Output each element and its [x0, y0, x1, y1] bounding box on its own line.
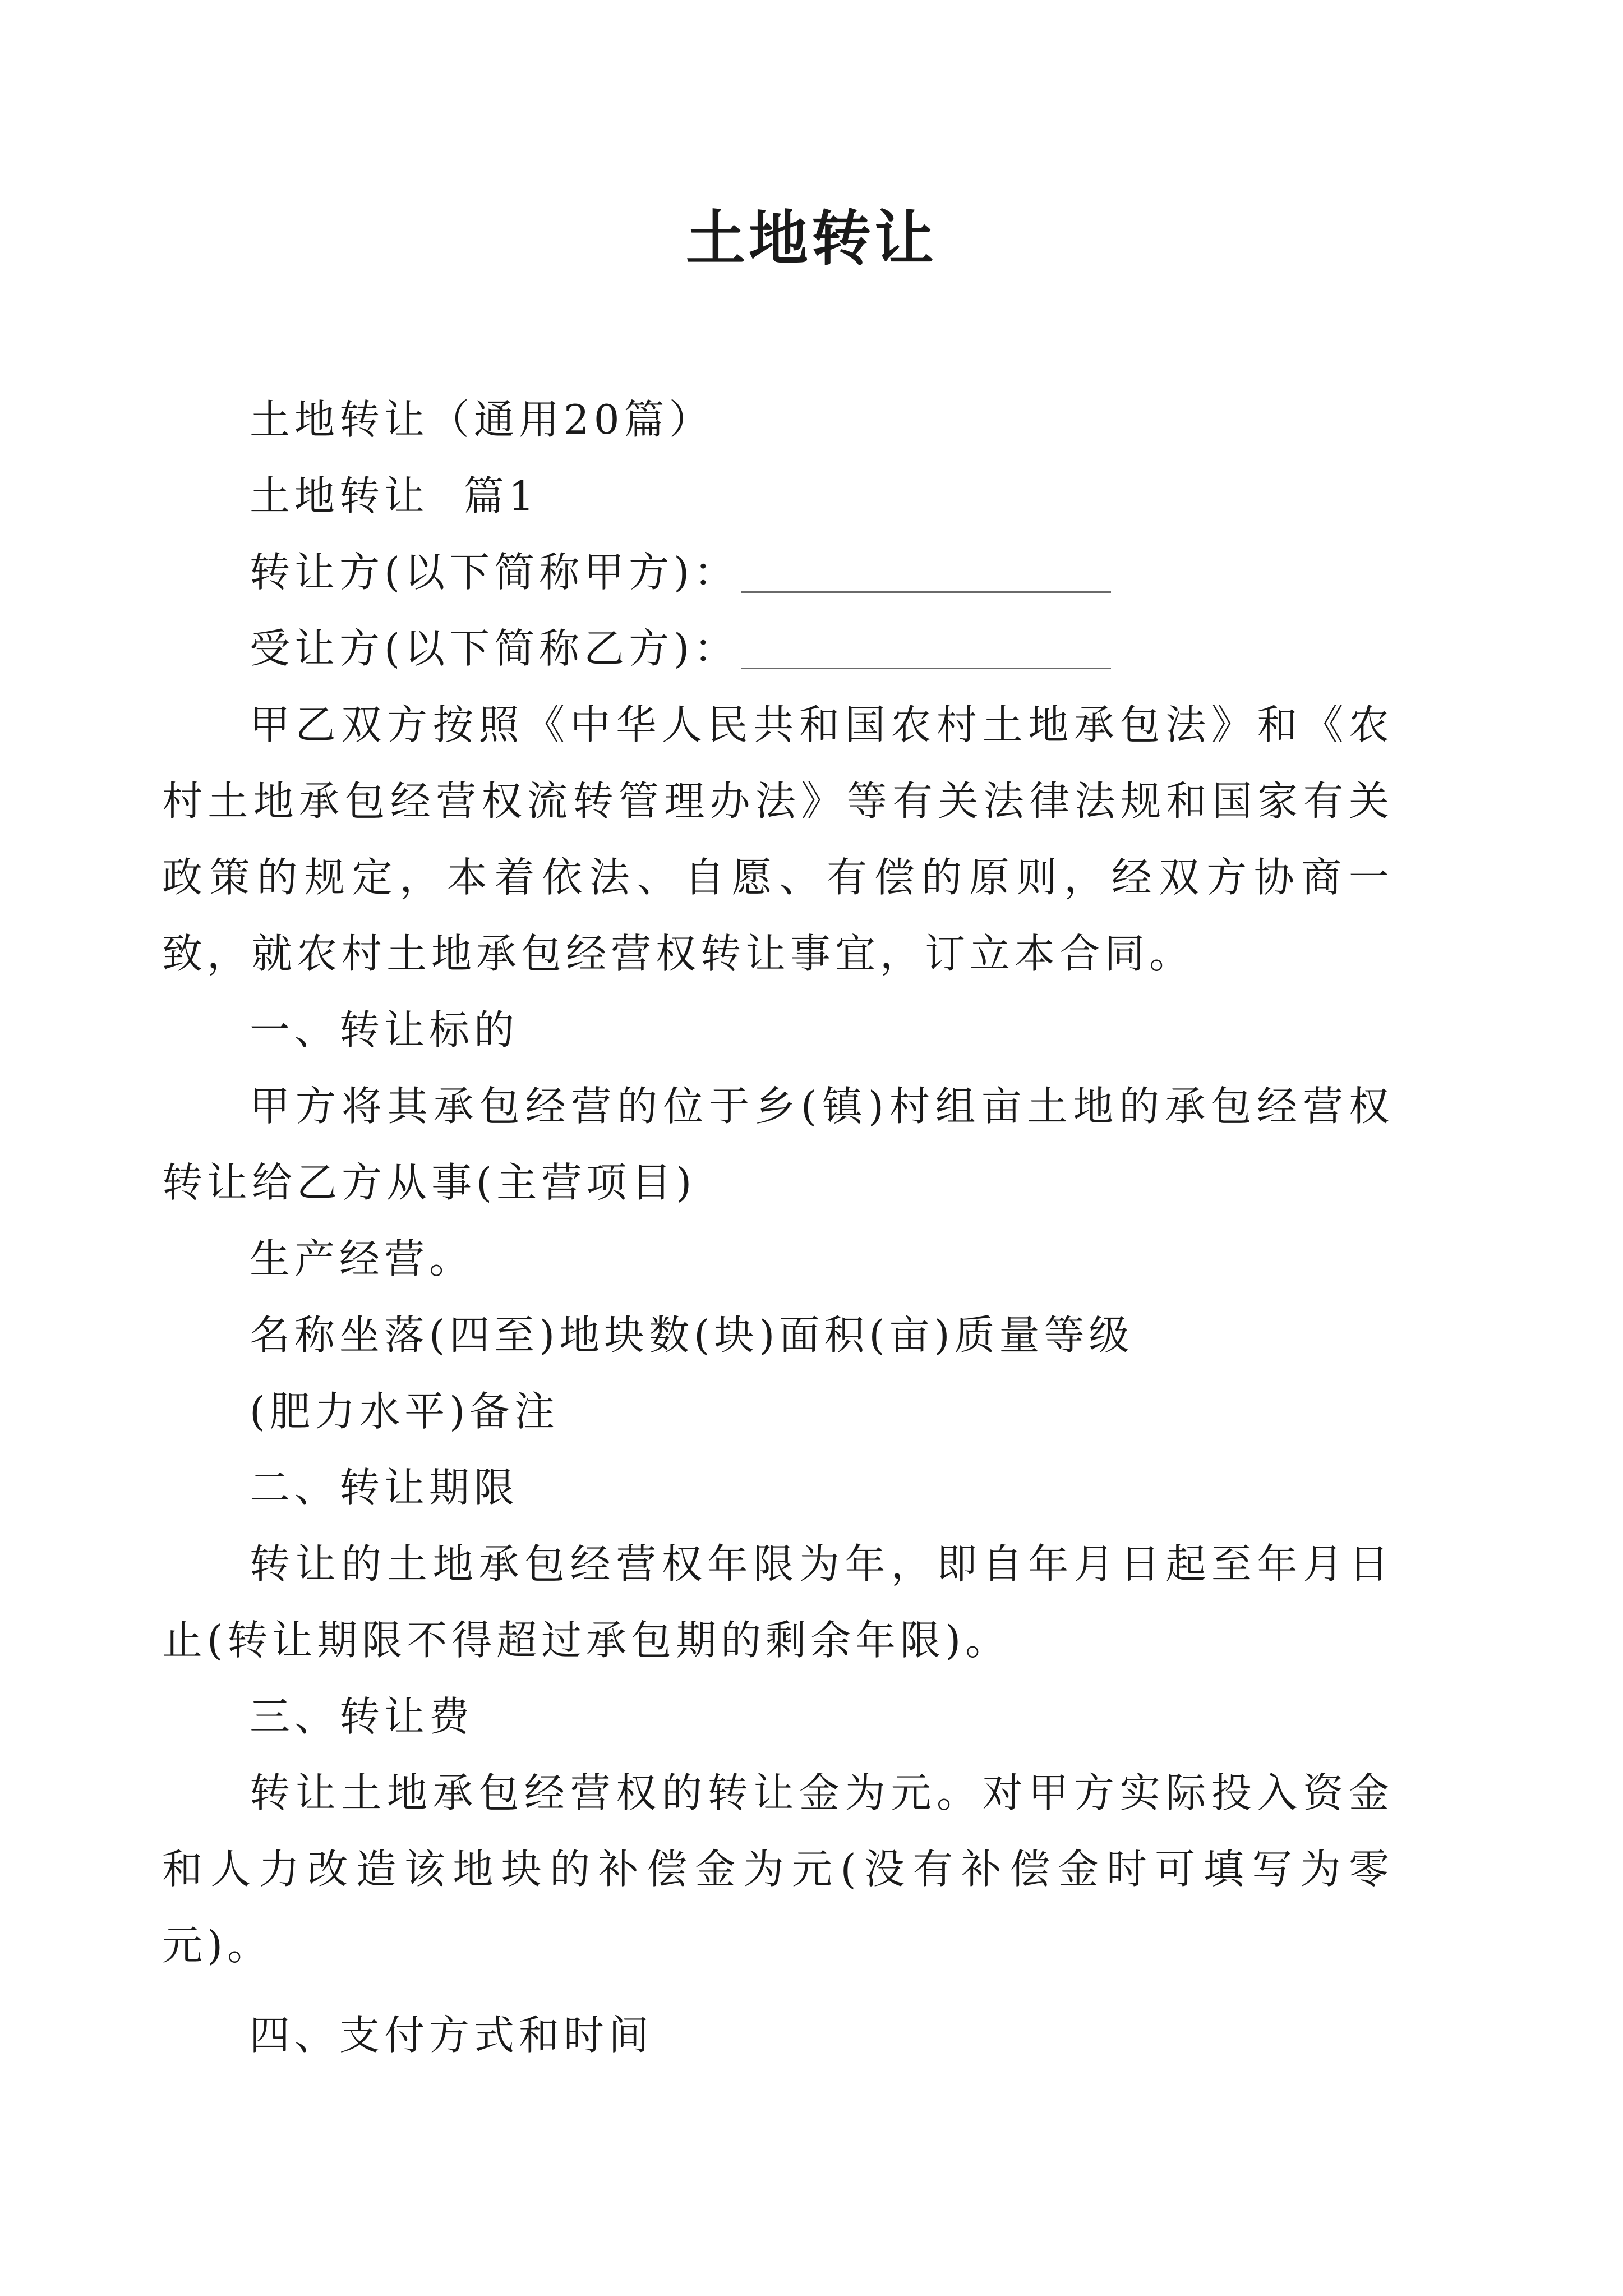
section1-paragraph: 甲方将其承包经营的位于乡(镇)村组亩土地的承包经营权转让给乙方从事(主营项目) [162, 1083, 1394, 1206]
chapter-heading: 土地转让 篇1 [250, 472, 539, 519]
transferor-label: 转让方(以下简称甲方)： [250, 549, 739, 596]
section2-heading: 二、转让期限 [250, 1464, 519, 1511]
document-body [162, 381, 1394, 2073]
section4-heading: 四、支付方式和时间 [250, 2012, 654, 2059]
transferor-blank [741, 552, 1111, 593]
section1-line2: 生产经营。 [250, 1235, 474, 1282]
section2-paragraph: 转让的土地承包经营权年限为年，即自年月日起至年月日止(转让期限不得超过承包期的剩余年限)。 [162, 1540, 1394, 1664]
document-title: 土地转让 [686, 203, 937, 273]
transferee-line [250, 610, 1394, 687]
section3-paragraph: 转让土地承包经营权的转让金为元。对甲方实际投入资金和人力改造该地块的补偿金为元(没有补偿金时可填写为零元)。 [162, 1769, 1394, 1969]
transferee-blank [741, 628, 1111, 669]
section3-heading: 三、转让费 [250, 1693, 474, 1740]
section1-line4: (肥力水平)备注 [250, 1388, 560, 1435]
document-subtitle: 土地转让（通用20篇） [250, 396, 714, 443]
section1-line3: 名称坐落(四至)地块数(块)面积(亩)质量等级 [250, 1312, 1134, 1359]
intro-paragraph: 甲乙双方按照《中华人民共和国农村土地承包法》和《农村土地承包经营权流转管理办法》等有关法律法规和国家有关政策的规定，本着依法、自愿、有偿的原则，经双方协商一致，就农村土地承包经营权转让事宜，订立本合同。 [162, 701, 1394, 977]
section1-heading: 一、转让标的 [250, 1006, 519, 1053]
transferee-label: 受让方(以下简称乙方)： [250, 625, 739, 672]
transferor-line [250, 534, 1394, 610]
